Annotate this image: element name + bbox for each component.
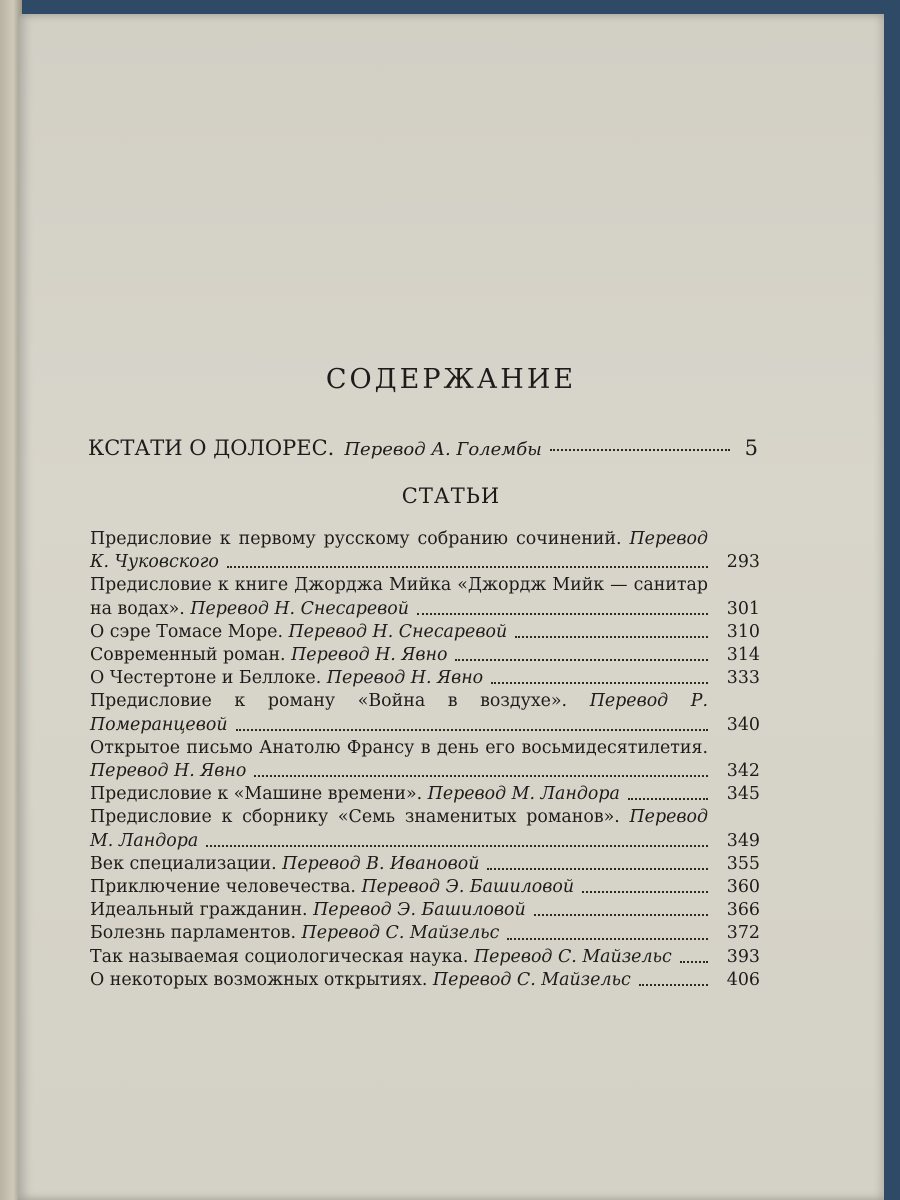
toc-entry-page: 349	[726, 830, 760, 851]
toc-entry	[90, 528, 760, 574]
toc-entry-translator: Перевод М. Ландора	[90, 807, 709, 851]
dot-leader	[487, 867, 708, 870]
toc-entry	[90, 853, 760, 876]
toc-entry-text	[90, 644, 760, 667]
toc-entry-text	[90, 922, 760, 945]
dot-leader	[550, 448, 730, 451]
dot-leader	[582, 890, 708, 893]
toc-entry-translator: Перевод К. Чуковского	[90, 529, 709, 573]
toc-entry-page: 314	[726, 645, 760, 666]
toc-entry-title: Предисловие к первому русскому собранию сочинений.	[90, 529, 622, 549]
toc-entry-page: 342	[726, 761, 760, 782]
dot-leader	[227, 565, 708, 568]
toc-entry-page: 372	[726, 923, 760, 944]
toc-entry	[90, 946, 760, 969]
toc-top-entry-translator: Перевод А. Голембы	[344, 439, 542, 460]
toc-entry-translator: Перевод С. Майзельс	[432, 969, 631, 990]
toc-entry	[90, 922, 760, 945]
toc-entry-title: О некоторых возможных открытиях.	[90, 969, 428, 990]
toc-entry-title: Предисловие к сборнику «Семь знаменитых романов».	[90, 807, 620, 828]
toc-entry-page: 393	[726, 946, 760, 967]
toc-entry-translator: Перевод Н. Снесаревой	[190, 598, 409, 619]
toc-entry-text	[90, 853, 760, 876]
toc-entry-translator: Перевод С. Майзельс	[301, 923, 500, 944]
toc-entry-title: Современный роман.	[90, 645, 286, 666]
toc-entry-translator: Перевод Э. Башиловой	[361, 877, 575, 898]
toc-entry-translator: Перевод С. Майзельс	[473, 946, 672, 967]
dot-leader	[206, 844, 708, 847]
toc-entry	[90, 899, 760, 922]
page-title: СОДЕРЖАНИЕ	[325, 364, 577, 395]
toc-entry-text	[90, 621, 760, 644]
toc-entry-page: 293	[726, 552, 760, 573]
toc-entry	[90, 806, 760, 852]
toc-entry-title: Предисловие к книге Джорджа Мийка «Джордж Мийк — санитар на водах».	[90, 575, 708, 619]
toc-entry	[90, 621, 760, 644]
toc-entry-title: Так называемая социологическая наука.	[90, 946, 469, 967]
dot-leader	[455, 658, 708, 661]
toc-entry-title: Предисловие к роману «Война в воздухе».	[90, 691, 568, 712]
toc-entry	[90, 969, 760, 992]
toc-entry-page: 333	[726, 668, 760, 689]
dot-leader	[254, 774, 708, 777]
toc-entry-translator: Перевод Р. Померанцевой	[90, 691, 708, 735]
toc-entry-text	[90, 969, 760, 992]
toc-entry-page: 301	[726, 598, 760, 619]
toc-entry-title: Открытое письмо Анатолю Франсу в день его восьмидесятилетия.	[90, 737, 708, 758]
dot-leader	[507, 937, 708, 940]
toc-list	[90, 528, 760, 992]
toc-top-entry	[88, 436, 758, 466]
toc-top-entry-page: 5	[744, 436, 758, 460]
toc-entry-page: 345	[726, 784, 760, 805]
toc-entry-translator: Перевод В. Ивановой	[282, 853, 480, 874]
toc-entry-page: 360	[726, 877, 760, 898]
toc-entry-title: Идеальный гражданин.	[90, 900, 308, 921]
toc-entry-text	[90, 946, 760, 969]
toc-entry	[90, 783, 760, 806]
toc-entry-page: 340	[726, 714, 760, 735]
toc-entry-page: 366	[726, 900, 760, 921]
dot-leader	[515, 635, 708, 638]
dot-leader	[236, 728, 708, 731]
toc-top-entry-title: КСТАТИ О ДОЛОРЕС.	[88, 436, 335, 460]
dot-leader	[491, 681, 708, 684]
dot-leader	[534, 913, 708, 916]
dot-leader	[639, 983, 708, 986]
toc-entry-text	[90, 783, 760, 806]
toc-entry-page: 406	[726, 969, 760, 990]
toc-entry-title: Приключение человечества.	[90, 877, 356, 898]
toc-entry-translator: Перевод М. Ландора	[427, 784, 620, 805]
toc-entry-translator: Перевод Н. Явно	[326, 668, 484, 689]
toc-entry-text	[90, 667, 760, 690]
toc-entry-translator: Перевод Н. Явно	[90, 761, 247, 782]
toc-entry-title: О Честертоне и Беллоке.	[90, 668, 322, 689]
toc-entry-translator: Перевод Н. Снесаревой	[288, 621, 508, 642]
toc-entry-page: 355	[726, 853, 760, 874]
toc-entry	[90, 667, 760, 690]
dot-leader	[628, 797, 708, 800]
toc-entry-text	[90, 899, 760, 922]
toc-entry	[90, 574, 760, 620]
book-page	[18, 14, 884, 1200]
toc-entry	[90, 876, 760, 899]
toc-entry-translator: Перевод Э. Башиловой	[313, 900, 526, 921]
toc-entry-page: 310	[726, 621, 760, 642]
toc-entry	[90, 690, 760, 736]
toc-entry-title: Болезнь парламентов.	[90, 923, 296, 944]
toc-entry	[90, 644, 760, 667]
toc-entry-title: Предисловие к «Машине времени».	[90, 784, 423, 805]
section-title: СТАТЬИ	[401, 484, 501, 508]
toc-entry-title: О сэре Томасе Море.	[90, 621, 283, 642]
toc-entry-title: Век специализации.	[90, 853, 277, 874]
toc-entry	[90, 737, 760, 783]
dot-leader	[680, 960, 708, 963]
toc-entry-text	[90, 876, 760, 899]
toc-entry-translator: Перевод Н. Явно	[291, 645, 448, 666]
dot-leader	[417, 612, 708, 615]
